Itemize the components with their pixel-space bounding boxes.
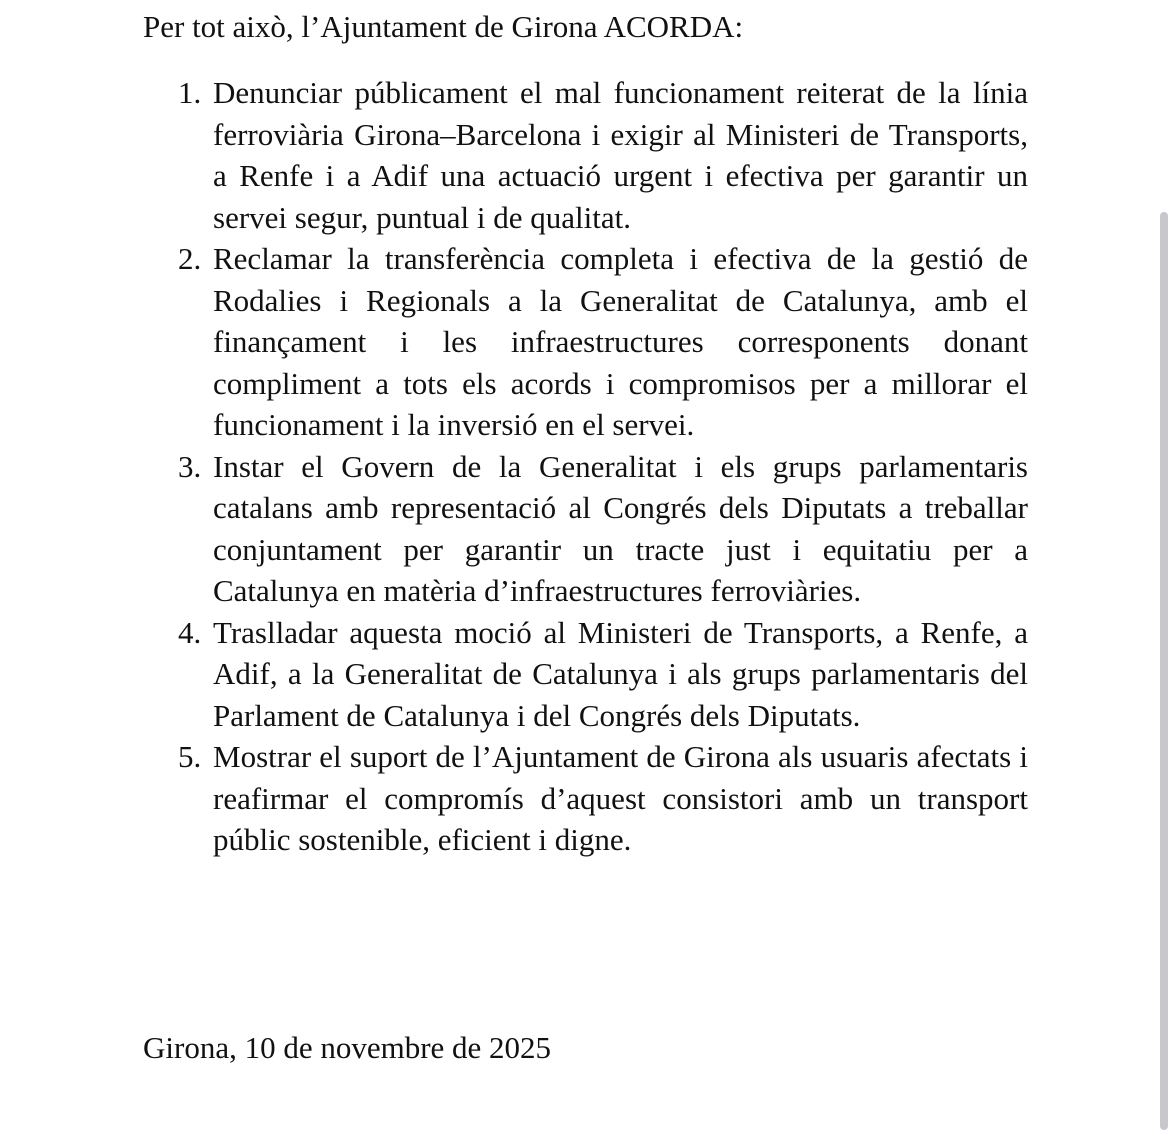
scrollbar-thumb[interactable]: [1160, 212, 1168, 1130]
agreement-text: Instar el Govern de la Generalitat i els grups parlamentaris catalans amb representació al Congrés dels Diputats a treballar conjuntament per garantir un tracte just i equitatiu per a Catalunya en matèria d’infraestructures ferroviàries.: [213, 448, 1028, 608]
agreement-item: [178, 446, 1028, 612]
agreement-number: 3.: [178, 448, 202, 484]
agreement-item: [178, 736, 1028, 861]
place-date: Girona, 10 de novembre de 2025: [143, 1030, 552, 1065]
agreement-text: Reclamar la transferència completa i efectiva de la gestió de Rodalies i Regionals a la Generalitat de Catalunya, amb el finançament i les infraestructures corresponents donant compliment a tots els acords i compromisos per a millorar el funcionament i la inversió en el servei.: [213, 241, 1028, 442]
agreement-number: 4.: [178, 614, 202, 650]
agreements-list: [178, 72, 1028, 861]
agreement-number: 1.: [178, 75, 202, 110]
agreement-item: [178, 72, 1028, 238]
agreement-text: Traslladar aquesta moció al Ministeri de Transports, a Renfe, a Adif, a la Generalitat de Catalunya i als grups parlamentaris del Parlament de Catalunya i del Congrés dels Diputats.: [213, 614, 1028, 733]
agreement-number: 5.: [178, 739, 202, 774]
agreement-item: [178, 612, 1028, 737]
agreement-text: Denunciar públicament el mal funcionament reiterat de la línia ferroviària Girona–Barcelona i exigir al Ministeri de Transports, a Renfe i a Adif una actuació urgent i efectiva per garantir un servei segur, puntual i de qualitat.: [213, 75, 1028, 235]
intro-paragraph: Per tot això, l’Ajuntament de Girona ACORDA:: [143, 9, 744, 44]
agreement-item: [178, 238, 1028, 446]
agreement-text: Mostrar el suport de l’Ajuntament de Girona als usuaris afectats i reafirmar el compromís d’aquest consistori amb un transport públic sostenible, eficient i digne.: [213, 739, 1028, 857]
scrollbar[interactable]: [1156, 0, 1170, 1130]
agreement-number: 2.: [178, 241, 202, 276]
